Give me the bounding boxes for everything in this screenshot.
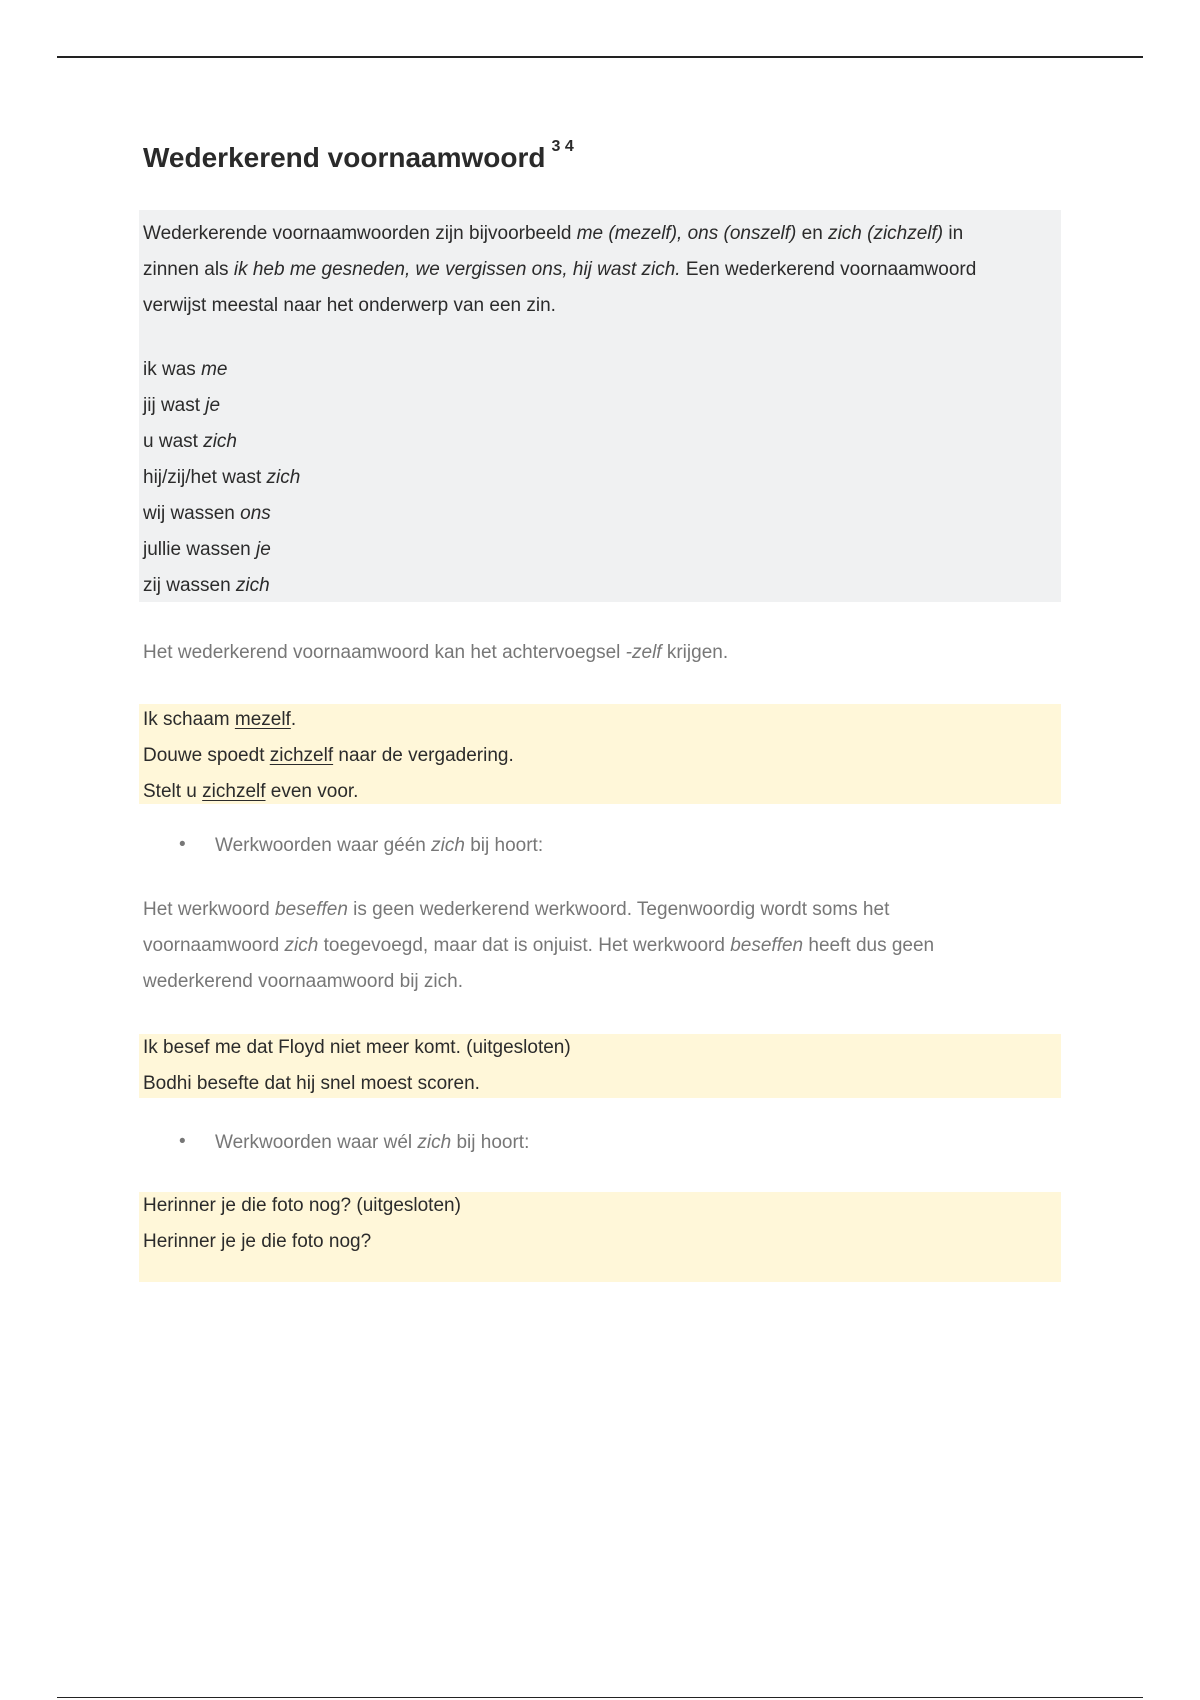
conjugation-row: jij wast je <box>143 395 221 416</box>
conjugation-row: ik was me <box>143 359 228 380</box>
herinner-examples-box <box>139 1192 1061 1282</box>
bullet-item-no-zich: Werkwoorden waar géén zich bij hoort: <box>215 835 544 856</box>
intro-line-2: zinnen als ik heb me gesneden, we vergissen ons, hij wast zich. Een wederkerend voornaamwoord <box>143 259 977 280</box>
conjugation-row: zij wassen zich <box>143 575 270 596</box>
zelf-examples-box <box>139 704 1061 804</box>
beseffen-line-3: wederkerend voornaamwoord bij zich. <box>143 971 463 992</box>
conjugation-row: u wast zich <box>143 431 237 452</box>
intro-line-3: verwijst meestal naar het onderwerp van een zin. <box>143 295 556 316</box>
conjugation-row: wij wassen ons <box>143 503 271 524</box>
conjugation-row: hij/zij/het wast zich <box>143 467 301 488</box>
page-title: Wederkerend voornaamwoord $^{3 4}$ <box>143 138 574 173</box>
example-line: Douwe spoedt zichzelf naar de vergadering. <box>143 745 514 766</box>
example-line: Herinner je je die foto nog? <box>143 1231 372 1252</box>
intro-line-1: Wederkerende voornaamwoorden zijn bijvoorbeeld me (mezelf), ons (onszelf) en zich (zichzelf) in <box>143 223 964 244</box>
header-rule <box>57 56 1143 58</box>
beseffen-examples-box <box>139 1034 1061 1098</box>
zelf-note: Het wederkerend voornaamwoord kan het achtervoegsel -zelf krijgen. <box>143 642 729 663</box>
intro-box <box>139 210 1061 602</box>
example-line: Herinner je die foto nog? (uitgesloten) <box>143 1195 461 1216</box>
beseffen-line-2: voornaamwoord zich toegevoegd, maar dat is onjuist. Het werkwoord beseffen heeft dus geen <box>143 935 935 956</box>
bullet-dot-icon: • <box>179 834 186 855</box>
footer-rule <box>57 1697 1143 1698</box>
example-line: Ik besef me dat Floyd niet meer komt. (uitgesloten) <box>143 1037 571 1058</box>
beseffen-line-1: Het werkwoord beseffen is geen wederkerend werkwoord. Tegenwoordig wordt soms het <box>143 899 890 920</box>
footnote-refs: 3 4 <box>551 138 574 155</box>
example-line: Ik schaam mezelf. <box>143 709 297 730</box>
conjugation-row: jullie wassen je <box>143 539 271 560</box>
bullet-item-with-zich: Werkwoorden waar wél zich bij hoort: <box>215 1132 530 1153</box>
example-line: Stelt u zichzelf even voor. <box>143 781 359 802</box>
bullet-dot-icon: • <box>179 1131 186 1152</box>
example-line: Bodhi besefte dat hij snel moest scoren. <box>143 1073 480 1094</box>
